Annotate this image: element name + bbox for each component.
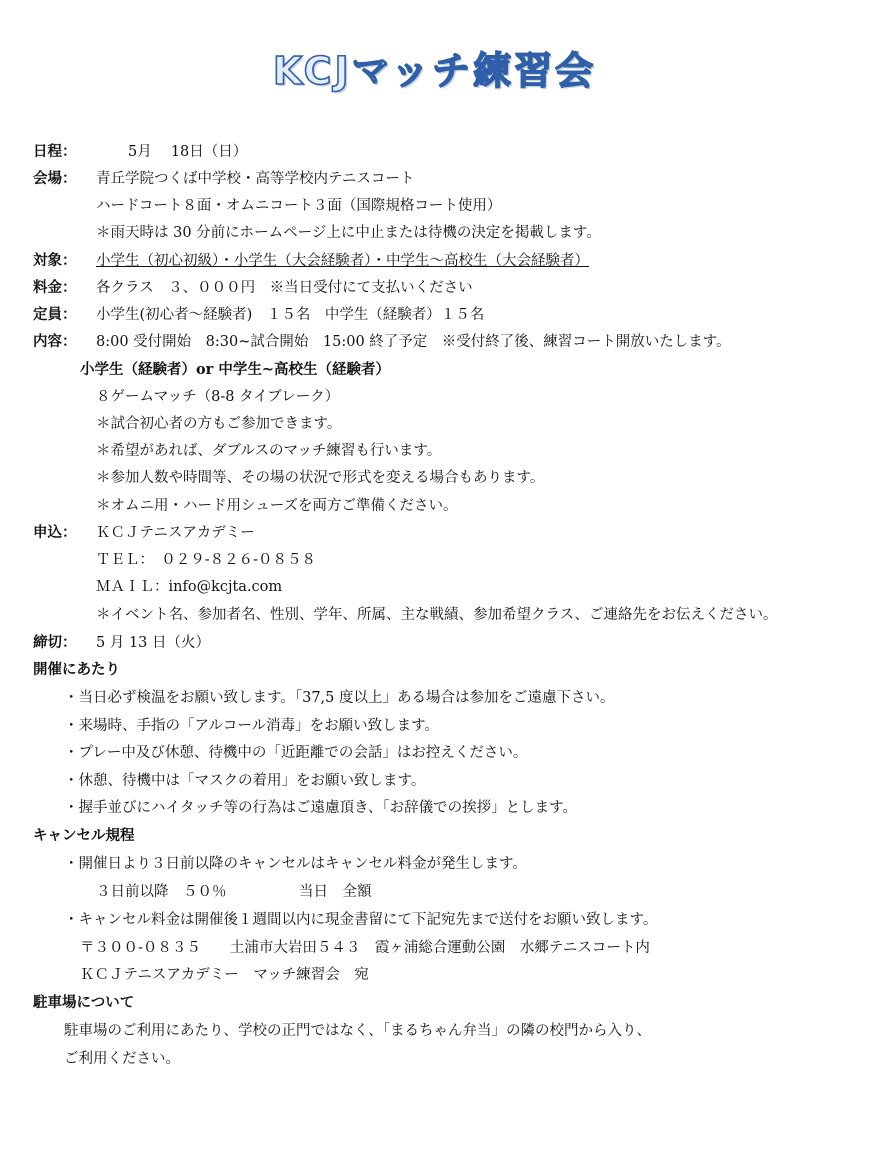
- venue-line: 青丘学院つくば中学校・高等学校内テニスコート: [96, 171, 415, 187]
- content-line: ＊希望があれば、ダブルスのマッチ練習も行います。: [96, 443, 442, 459]
- target-text: 小学生（初心初級）・小学生（大会経験者）・中学生～高校生（大会経験者）: [96, 253, 589, 269]
- parking-line: 駐車場のご利用にあたり、学校の正門ではなく、「まるちゃん弁当」の隣の校門から入り、: [64, 1023, 651, 1039]
- apply-line: ＫＣＪテニスアカデミー: [96, 525, 255, 541]
- venue-line: ハードコート８面・オムニコート３面（国際規格コート使用）: [96, 198, 502, 214]
- fee-label: 料金：: [33, 280, 77, 296]
- notes-item: ・来場時、手指の「アルコール消毒」をお願い致します。: [64, 718, 439, 734]
- apply-line: ＊イベント名、参加者名、性別、学年、所属、主な戦績、参加希望クラス、ご連絡先をお伝えください。: [96, 607, 778, 623]
- content-text: 8:00 受付開始 8:30~試合開始 15:00 終了予定 ※受付終了後、練習コート開放いたします。: [96, 334, 731, 350]
- cancel-heading: キャンセル規程: [33, 828, 135, 844]
- content-line: ＊試合初心者の方もご参加できます。: [96, 416, 342, 432]
- cancel-recipient: ＫＣＪテニスアカデミー マッチ練習会 宛: [80, 967, 369, 983]
- fee-text: 各クラス ３、０００円 ※当日受付にて支払いください: [96, 280, 473, 296]
- apply-mail: ＭＡＩＬ：info@kcjta.com: [96, 579, 283, 595]
- capacity-label: 定員：: [33, 307, 77, 323]
- notes-item: ・休憩、待機中は「マスクの着用」をお願い致します。: [64, 773, 426, 789]
- deadline-text: 5 月 13 日（火）: [96, 635, 211, 651]
- schedule-text: 5月 18日（日）: [128, 144, 248, 160]
- notes-heading: 開催にあたり: [33, 662, 120, 678]
- capacity-text: 小学生(初心者～経験者) １５名 中学生（経験者）１５名: [96, 307, 485, 323]
- deadline-label: 締切：: [33, 635, 77, 651]
- content-line: ＊オムニ用・ハード用シューズを両方ご準備ください。: [96, 498, 458, 514]
- content-line: ８ゲームマッチ（8-8 タイブレーク）: [96, 389, 340, 405]
- content-label: 内容：: [33, 334, 77, 350]
- cancel-address: 〒３００-０８３５ 土浦市大岩田５４３ 霞ヶ浦総合運動公園 水郷テニスコート内: [80, 940, 650, 956]
- page-title: KCJマッチ練習会: [272, 49, 597, 93]
- notes-item: ・当日必ず検温をお願い致します。「37,5 度以上」ある場合は参加をご遠慮下さい。: [64, 690, 615, 706]
- venue-label: 会場：: [33, 171, 77, 187]
- notes-item: ・握手並びにハイタッチ等の行為はご遠慮頂き、「お辞儀での挨拶」とします。: [64, 800, 578, 816]
- content-line: ＊参加人数や時間等、その場の状況で形式を変える場合もあります。: [96, 470, 545, 486]
- notes-item: ・プレー中及び休憩、待機中の「近距離での会話」はお控えください。: [64, 745, 528, 761]
- apply-label: 申込：: [33, 525, 77, 541]
- cancel-line: ・開催日より３日前以降のキャンセルはキャンセル料金が発生します。: [64, 856, 527, 872]
- content-subheading: 小学生（経験者）or 中学生~高校生（経験者）: [80, 361, 391, 378]
- parking-line: ご利用ください。: [64, 1051, 180, 1067]
- schedule-label: 日程：: [33, 144, 77, 160]
- parking-heading: 駐車場について: [33, 995, 135, 1011]
- apply-tel: ＴＥＬ： ０２９-８２６-０８５８: [96, 552, 317, 568]
- target-label: 対象：: [33, 253, 77, 269]
- cancel-fee-line: ３日前以降 ５０％ 当日 全額: [96, 884, 372, 900]
- cancel-line: ・キャンセル料金は開催後１週間以内に現金書留にて下記宛先まで送付をお願い致します。: [64, 912, 658, 928]
- venue-line: ＊雨天時は 30 分前にホームページ上に中止または待機の決定を掲載します。: [96, 225, 601, 241]
